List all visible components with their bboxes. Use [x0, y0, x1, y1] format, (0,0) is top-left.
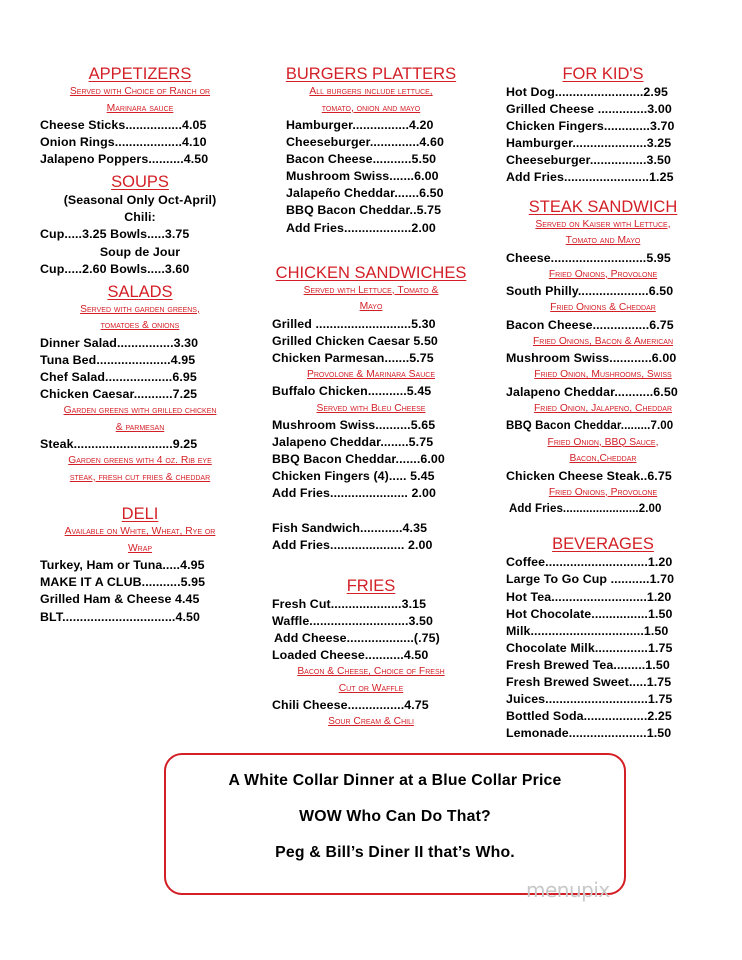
menu-item: Cheese Sticks................4.05 [40, 118, 207, 132]
steak-note: Fried Onion, Mushrooms, Swiss [534, 369, 672, 381]
tagline-box [164, 753, 626, 895]
salads-note: steak, fresh cut fries & cheddar [69, 471, 211, 483]
soups-heading: SOUPS [111, 173, 169, 192]
menu-item: Grilled Cheese ..............3.00 [506, 102, 672, 117]
menu-item: Add Fries..................... 2.00 [272, 537, 433, 552]
salads-note: Garden greens with 4 oz. Rib eye [68, 455, 212, 467]
menu-item: Mushroom Swiss.......6.00 [286, 169, 439, 184]
steak-note: Bacon,Cheddar [569, 453, 637, 465]
menu-item: Waffle............................3.50 [272, 613, 434, 628]
menu-column-3 [506, 60, 700, 742]
beverages-heading: BEVERAGES [552, 535, 654, 554]
burgers-note: All burgers include lettuce, [309, 86, 433, 97]
menu-item: Jalapeno Cheddar...........6.50 [506, 384, 678, 399]
menu-item: Hot Chocolate................1.50 [506, 606, 673, 621]
menu-item: Bacon Cheese................6.75 [506, 317, 674, 332]
menu-item: Chicken Fingers (4)..... 5.45 [272, 469, 435, 484]
menu-item: Fresh Brewed Tea.........1.50 [506, 657, 670, 672]
menu-item: Add Fries........................1.25 [506, 170, 674, 185]
menu-item: Hot Dog.........................2.95 [506, 85, 668, 99]
menu-item: BLT................................4.50 [40, 609, 200, 624]
menu-item: Add Fries.......................2.00 [509, 503, 662, 516]
menu-column-1 [40, 60, 240, 626]
menu-column-2 [272, 60, 470, 731]
menu-item: Chicken Parmesan.......5.75 [272, 350, 434, 365]
menu-item: Onion Rings...................4.10 [40, 135, 207, 150]
menu-item: Tuna Bed.....................4.95 [40, 352, 196, 367]
chicken-note: Served with Bleu Cheese [316, 402, 426, 414]
fries-note: Bacon & Cheese, Choice of Fresh [297, 666, 445, 678]
menu-item: Chicken Fingers.............3.70 [506, 119, 675, 134]
menu-item: Coffee.............................1.20 [506, 555, 673, 570]
menu-item: Chocolate Milk...............1.75 [506, 640, 673, 655]
menu-item: Cheeseburger..............4.60 [286, 135, 444, 150]
menu-item: Fresh Brewed Sweet.....1.75 [506, 674, 672, 689]
menu-item: Mushroom Swiss............6.00 [506, 351, 677, 366]
menu-item: Turkey, Ham or Tuna.....4.95 [40, 558, 205, 573]
menu-item: Add Fries...................2.00 [286, 220, 436, 235]
menu-item: Grilled Ham & Cheese 4.45 [40, 592, 200, 607]
menu-item: Cheese...........................5.95 [506, 250, 671, 265]
menu-item: Loaded Cheese...........4.50 [272, 647, 429, 662]
steak-sandwich-heading: STEAK SANDWICH [528, 197, 678, 216]
soups-line: Chili: [124, 210, 156, 225]
steak-note: Served on Kaiser with Lettuce, [535, 218, 671, 230]
menu-item: Chicken Caesar...........7.25 [40, 387, 198, 402]
salads-note: Garden greens with grilled chicken [63, 405, 217, 417]
menu-item: MAKE IT A CLUB...........5.95 [40, 575, 206, 590]
menu-item: Hamburger................4.20 [286, 118, 434, 132]
appetizers-note: Marinara sauce [106, 102, 174, 114]
tagline-line: Peg & Bill’s Diner II that’s Who. [275, 844, 515, 861]
menu-item: Juices.............................1.75 [506, 692, 673, 707]
steak-note: Tomato and Mayo [565, 235, 641, 247]
chicken-note: Served with Lettuce, Tomato & [303, 284, 439, 296]
watermark-logo: menupix [526, 878, 610, 902]
steak-note: Fried Onions, Provolone [548, 486, 658, 498]
fries-note: Sour Cream & Chili [328, 716, 414, 728]
steak-note: Fried Onion, BBQ Sauce, [547, 436, 659, 448]
burgers-heading: BURGERS PLATTERS [285, 65, 457, 83]
soups-line: (Seasonal Only Oct-April) [63, 193, 217, 208]
chicken-note: Mayo [359, 301, 383, 313]
appetizers-note: Served with Choice of Ranch or [69, 86, 211, 97]
deli-note: Wrap [127, 542, 153, 554]
menu-item: Dinner Salad................3.30 [40, 335, 199, 350]
menu-item: Buffalo Chicken...........5.45 [272, 384, 432, 399]
menu-item: Fish Sandwich............4.35 [272, 520, 428, 535]
menu-item: Cheeseburger................3.50 [506, 153, 672, 168]
salads-note: tomatoes & onions [100, 320, 180, 332]
menu-item: Steak............................9.25 [40, 437, 198, 452]
menu-item: Cup.....3.25 Bowls.....3.75 [40, 227, 190, 242]
chicken-sandwiches-heading: CHICKEN SANDWICHES [275, 263, 467, 282]
menu-item: Milk................................1.50 [506, 623, 669, 638]
menu-item: Jalapeno Poppers..........4.50 [40, 152, 209, 167]
steak-note: Fried Onions, Provolone [548, 268, 658, 280]
salads-note: & parmesan [115, 421, 165, 433]
soups-line: Soup de Jour [99, 244, 181, 259]
menu-item: Hamburger.....................3.25 [506, 136, 672, 151]
steak-note: Fried Onion, Jalapeno, Cheddar [533, 403, 673, 415]
menu-item: Chef Salad...................6.95 [40, 369, 197, 384]
menu-item: Grilled Chicken Caesar 5.50 [272, 333, 438, 348]
menu-item: Cup.....2.60 Bowls.....3.60 [40, 261, 190, 276]
menu-item: Bottled Soda..................2.25 [506, 709, 672, 724]
menu-item: Add Fries...................... 2.00 [272, 486, 437, 501]
menu-item: BBQ Bacon Cheddar.......6.00 [272, 452, 445, 467]
chicken-note: Provolone & Marinara Sauce [306, 368, 435, 380]
tagline-line: WOW Who Can Do That? [299, 808, 491, 825]
menu-item: Large To Go Cup ...........1.70 [506, 572, 675, 587]
menu-item: Jalapeño Cheddar.......6.50 [286, 186, 444, 201]
kids-heading: FOR KID'S [562, 65, 644, 83]
menu-item: Mushroom Swiss..........5.65 [272, 418, 436, 433]
fries-heading: FRIES [346, 576, 396, 595]
salads-note: Served with garden greens, [80, 303, 200, 315]
menu-item: Chili Cheese................4.75 [272, 698, 429, 713]
menu-item: South Philly....................6.50 [506, 284, 674, 299]
fries-note: Cut or Waffle [338, 682, 404, 694]
menu-item: Chicken Cheese Steak..6.75 [506, 468, 672, 483]
menu-item: Grilled ...........................5.30 [272, 316, 436, 331]
menu-item: Bacon Cheese...........5.50 [286, 152, 437, 167]
menu-item: Hot Tea...........................1.20 [506, 589, 672, 604]
steak-note: Fried Onions, Bacon & American [532, 335, 674, 347]
menu-item: Add Cheese...................(.75) [274, 630, 440, 645]
steak-note: Fried Onions & Cheddar [550, 302, 656, 314]
menu-item: BBQ Bacon Cheddar..5.75 [286, 203, 442, 218]
salads-heading: SALADS [107, 282, 173, 301]
deli-note: Available on White, Wheat, Rye or [64, 526, 216, 538]
menu-item: Jalapeno Cheddar........5.75 [272, 435, 434, 450]
tagline-line: A White Collar Dinner at a Blue Collar Price [228, 772, 562, 789]
burgers-note: tomato, onion and mayo [321, 102, 421, 114]
menu-item: Fresh Cut....................3.15 [272, 596, 427, 611]
deli-heading: DELI [121, 505, 159, 524]
menu-item: Lemonade......................1.50 [506, 726, 672, 741]
menu-item: BBQ Bacon Cheddar.........7.00 [506, 419, 674, 432]
appetizers-heading: APPETIZERS [88, 65, 192, 83]
